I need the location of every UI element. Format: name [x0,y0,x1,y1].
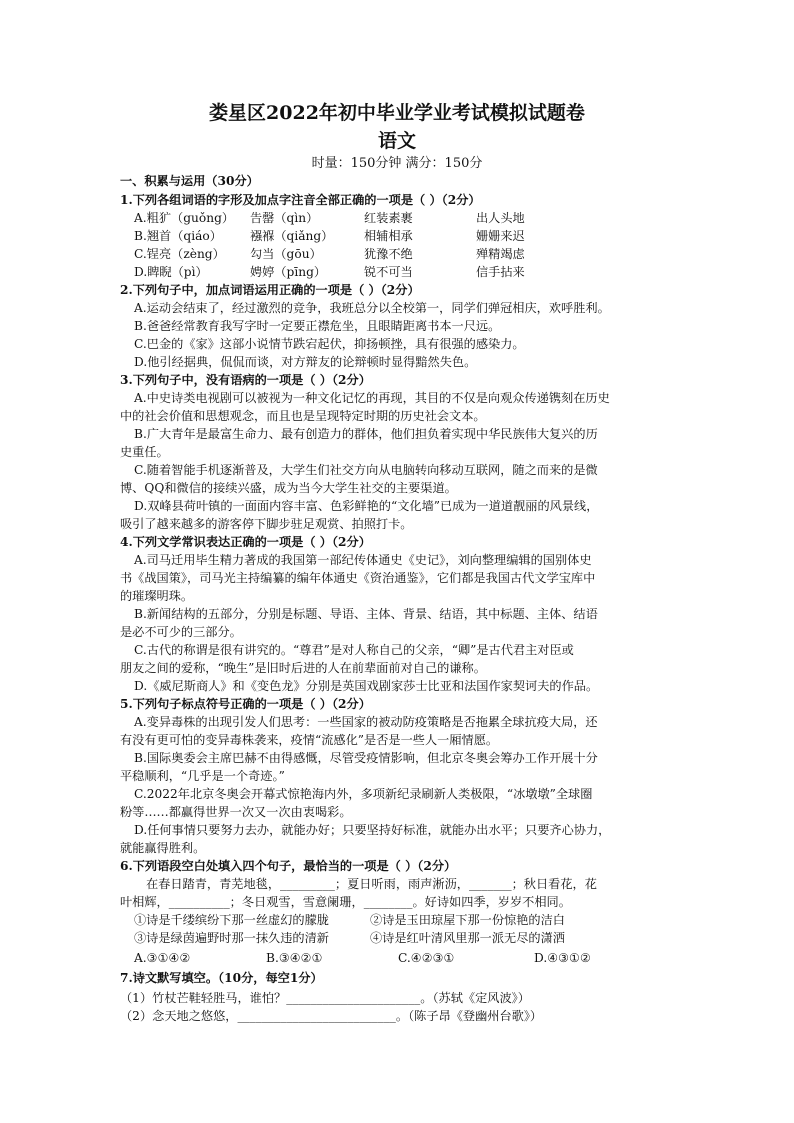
q7-stem: 7.诗文默写填空。（10分，每空1分） [120,971,323,985]
q1-b-1: B.翘首（qiáo） [134,229,222,243]
q6-choice-b: B.③④②① [266,951,323,965]
q1-row-d [134,265,694,280]
q3-option-a-line1: A.中史诗类电视剧可以被视为一种文化记忆的再现，其目的不仅是向观众传递镌刻在历史 [134,391,610,405]
q3-option-b-line2: 史重任。 [120,445,169,459]
q2-stem: 2.下列句子中，加点词语运用正确的一项是（ ）（2分） [120,283,420,297]
q5-stem: 5.下列句子标点符号正确的一项是（ ）（2分） [120,697,371,711]
q5-option-d-line2: 就能赢得胜利。 [120,841,206,855]
q4-option-c-line1: C.古代的称谓是很有讲究的。“尊君”是对人称自己的父亲，“卿”是古代君主对臣或 [134,643,574,657]
q6-choice-d: D.④③①② [534,951,591,965]
q3-option-c-line1: C.随着智能手机逐渐普及，大学生们社交方向从电脑转向移动互联网，随之而来的是微 [134,463,598,477]
subject-title: 语文 [377,130,416,152]
q5-option-c-line2: 粉等……都赢得世界一次又一次由衷喝彩。 [120,805,352,819]
q6-sentence-1: ①诗是千缕缤纷下那一丝虚幻的朦胧 [134,913,329,927]
q4-option-a-line2: 书《战国策》，司马光主持编纂的编年体通史《资治通鉴》，它们都是我国古代文学宝库中 [120,571,596,585]
q1-b-2: 襁褓（qiǎng） [250,229,334,243]
q1-row-c [134,247,694,262]
q3-option-c-line2: 博、QQ和微信的接续兴盛，成为当今大学生社交的主要渠道。 [120,481,457,495]
q2-option-a: A.运动会结束了，经过激烈的竞争，我班总分以全校第一，同学们弹冠相庆，欢呼胜利。 [134,301,610,315]
q5-option-b-line2: 平稳顺利，“几乎是一个奇迹。” [120,769,285,783]
q4-stem: 4.下列文学常识表达正确的一项是（ ）（2分） [120,535,371,549]
q3-option-a-line2: 中的社会价值和思想观念，而且也是呈现特定时期的历史社会文本。 [120,409,486,423]
q5-option-b-line1: B.国际奥委会主席巴赫不由得感慨，尽管受疫情影响，但北京冬奥会筹办工作开展十分 [134,751,598,765]
q6-sentence-3: ③诗是绿茵遍野时那一抹久违的清新 [134,931,329,945]
q4-option-a-line1: A.司马迁用毕生精力著成的我国第一部纪传体通史《史记》，刘向整理编辑的国别体史 [134,553,592,567]
q6-choices [134,951,694,966]
q4-option-d: D.《威尼斯商人》和《变色龙》分别是英国戏剧家莎士比亚和法国作家契诃夫的作品。 [134,679,599,693]
q1-a-1: A.粗犷（guǒng） [134,211,235,225]
q5-option-c-line1: C.2022年北京冬奥会开幕式惊艳海内外，多项新纪录刷新人类极限，“冰墩墩”全球圈 [134,787,593,801]
q6-options-row2 [134,931,694,946]
q6-choice-a: A.③①④② [134,951,191,965]
q1-row-b [134,229,694,244]
q1-d-4: 信手拈来 [476,265,525,279]
q7-line-2: （2）念天地之悠悠，__________________________。（陈子昂《登幽州台歌》） [120,1009,543,1023]
q1-b-4: 姗姗来迟 [476,229,525,243]
exam-title: 娄星区2022年初中毕业学业考试模拟试题卷 [209,102,585,124]
q1-c-3: 犹豫不绝 [364,247,413,261]
q6-sentence-2: ②诗是玉田琼屋下那一份惊艳的洁白 [370,913,565,927]
q6-sentence-4: ④诗是红叶清风里那一派无尽的潇洒 [370,931,565,945]
q4-option-b-line1: B.新闻结构的五部分，分别是标题、导语、主体、背景、结语，其中标题、主体、结语 [134,607,598,621]
q1-stem: 1.下列各组词语的字形及加点字注音全部正确的一项是（ ）（2分） [120,193,481,207]
q2-option-c: C.巴金的《家》这部小说情节跌宕起伏，抑扬顿挫，具有很强的感染力。 [134,337,525,351]
q6-stem: 6.下列语段空白处填入四个句子，最恰当的一项是（ ）（2分） [120,859,457,873]
q6-choice-c: C.④②③① [398,951,455,965]
q1-a-4: 出人头地 [476,211,525,225]
q1-b-3: 相辅相承 [364,229,413,243]
q1-d-2: 娉婷（pīng） [250,265,327,279]
q1-c-1: C.锃亮（zèng） [134,247,225,261]
q1-a-3: 红装素裹 [364,211,413,225]
q6-options-row1 [134,913,694,928]
time-info: 时量：150分钟 满分：150分 [311,156,483,171]
q3-stem: 3.下列句子中，没有语病的一项是（ ）（2分） [120,373,371,387]
q1-c-4: 殚精竭虑 [476,247,525,261]
q1-c-2: 勾当（gōu） [250,247,322,261]
q3-option-d-line1: D.双峰县荷叶镇的一面面内容丰富、色彩鲜艳的“文化墙”已成为一道道靓丽的风景线， [134,499,599,513]
q2-option-d: D.他引经据典，侃侃而谈，对方辩友的论辩顿时显得黯然失色。 [134,355,477,369]
q4-option-a-line3: 的璀璨明珠。 [120,589,194,603]
section-heading: 一、积累与运用（30分） [120,174,259,188]
q1-d-1: D.睥睨（pì） [134,265,208,279]
q3-option-d-line2: 吸引了越来越多的游客停下脚步驻足观赏、拍照打卡。 [120,517,413,531]
q3-option-b-line1: B.广大青年是最富生命力、最有创造力的群体，他们担负着实现中华民族伟大复兴的历 [134,427,598,441]
q1-d-3: 锐不可当 [364,265,413,279]
q1-a-2: 告罄（qìn） [250,211,319,225]
q4-option-c-line2: 朋友之间的爱称，“晚生”是旧时后进的人在前辈面前对自己的谦称。 [120,661,486,675]
q6-passage-line1: 在春日踏青，青芜地毯，_________；夏日听雨，雨声淅沥，_______；秋日看花，花 [146,877,597,891]
q7-line-1: （1）竹杖芒鞋轻胜马，谁怕？______________________。（苏轼《定风波》） [120,991,530,1005]
q4-option-b-line2: 是必不可少的三部分。 [120,625,242,639]
q5-option-a-line1: A.变异毒株的出现引发人们思考：一些国家的被动防疫策略是否拖累全球抗疫大局，还 [134,715,598,729]
q5-option-d-line1: D.任何事情只要努力去办，就能办好；只要坚持好标准，就能办出水平；只要齐心协力， [134,823,611,837]
q2-option-b: B.爸爸经常教育我写字时一定要正襟危坐，且眼睛距离书本一尺远。 [134,319,501,333]
q6-passage-line2: 叶相辉，__________；冬日观雪，雪意阑珊，________。好诗如四季，岁岁不相同。 [120,895,571,909]
q5-option-a-line2: 有没有更可怕的变异毒株袭来，疫情“流感化”是否是一些人一厢情愿。 [120,733,499,747]
q1-row-a [134,211,694,226]
